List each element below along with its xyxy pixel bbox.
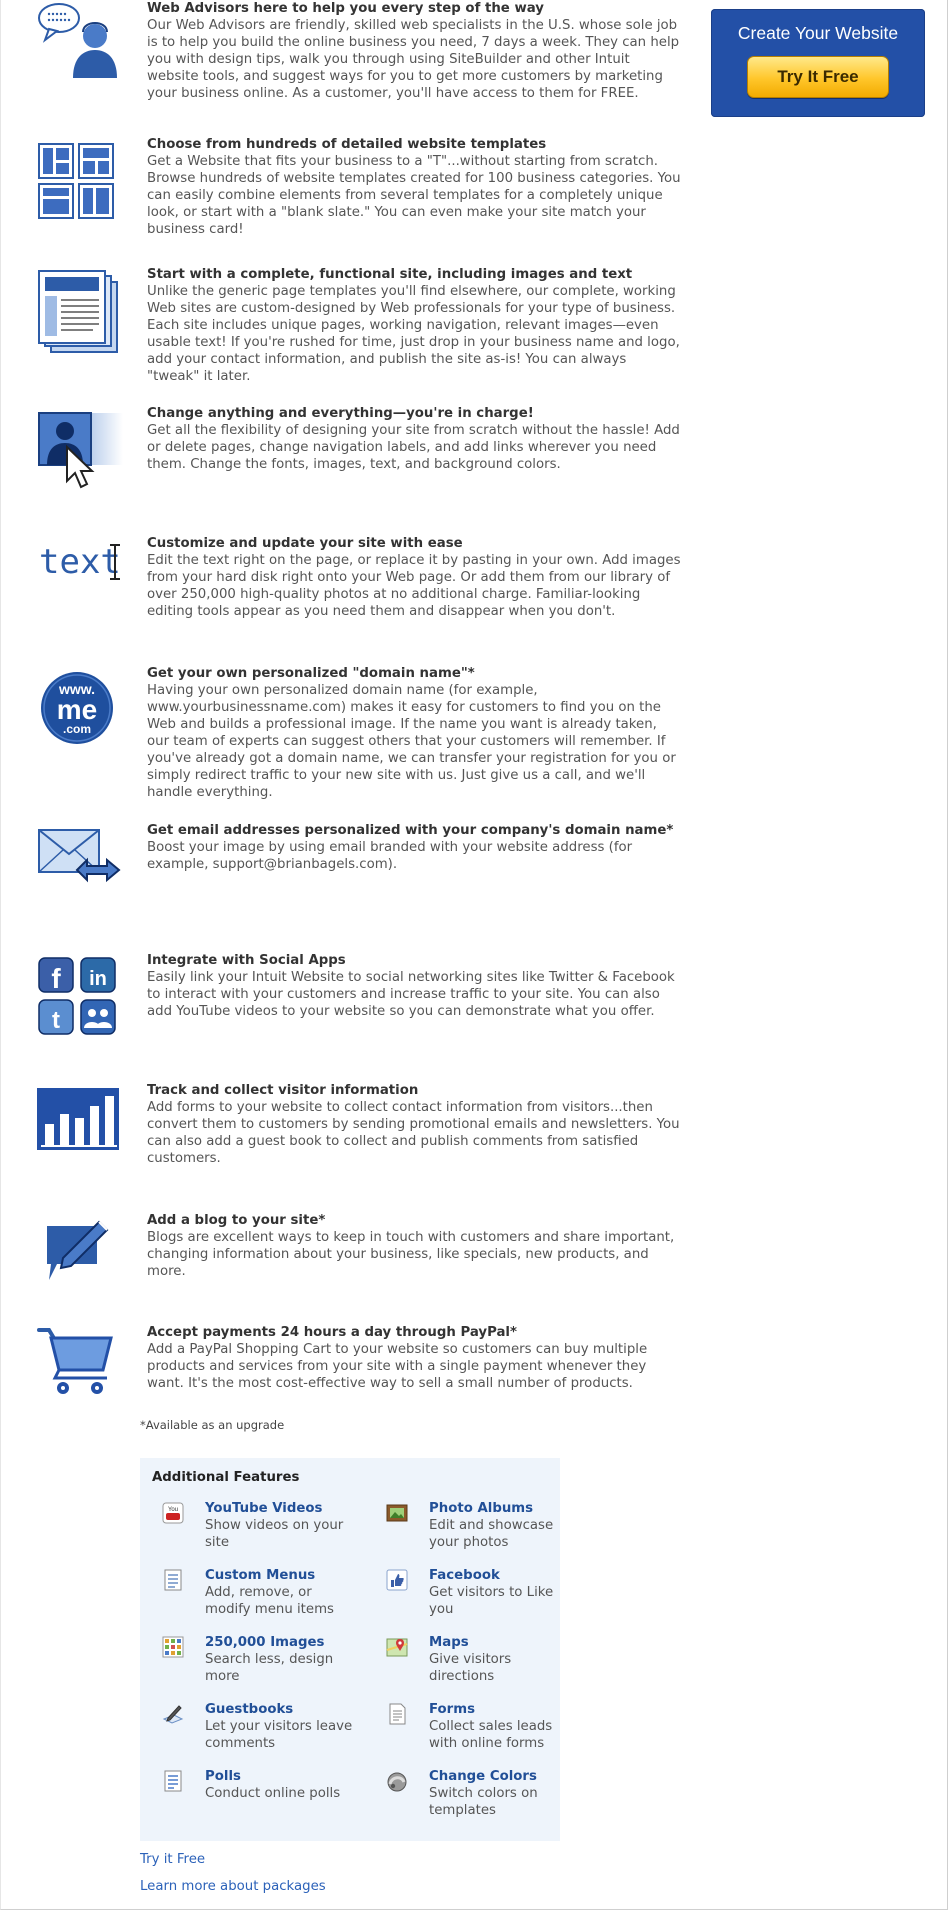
- learn-more-packages-link[interactable]: Learn more about packages: [140, 1879, 326, 1894]
- guestbook-pen-icon: [162, 1703, 184, 1725]
- feature-blog: [1, 1212, 701, 1302]
- addl-item-youtube[interactable]: [162, 1500, 352, 1560]
- feature-track-visitors: [1, 1082, 701, 1192]
- addl-item-title: Maps: [429, 1635, 469, 1650]
- addl-item-title: Polls: [205, 1769, 241, 1784]
- upgrade-footnote: *Available as an upgrade: [140, 1418, 285, 1432]
- map-icon: [386, 1636, 408, 1658]
- feature-body: Blogs are excellent ways to keep in touch with customers and share important, changing information about your business, like specials, new products, and more.: [147, 1230, 675, 1279]
- feature-title: Add a blog to your site*: [147, 1213, 326, 1228]
- pages-icon: [37, 270, 121, 354]
- feature-title: Get your own personalized "domain name"*: [147, 666, 475, 681]
- bar-chart-icon: [37, 1088, 121, 1172]
- additional-features-panel: [140, 1458, 560, 1841]
- feature-customize-update: [1, 535, 701, 655]
- feature-email: [1, 822, 701, 922]
- addl-item-desc: Show videos on your site: [205, 1518, 344, 1550]
- addl-item-desc: Switch colors on templates: [429, 1786, 538, 1818]
- form-icon: [386, 1703, 408, 1725]
- domain-icon-me: me: [56, 694, 98, 725]
- addl-item-title: 250,000 Images: [205, 1635, 325, 1650]
- text-edit-icon: [37, 535, 127, 619]
- social-apps-icon: [37, 956, 121, 1040]
- feature-title: Choose from hundreds of detailed website templates: [147, 137, 547, 152]
- addl-item-custom-menus[interactable]: [162, 1567, 352, 1627]
- addl-item-desc: Get visitors to Like you: [429, 1585, 554, 1617]
- addl-item-facebook[interactable]: [386, 1567, 576, 1627]
- addl-item-change-colors[interactable]: [386, 1768, 576, 1828]
- feature-social-apps: [1, 952, 701, 1062]
- feature-paypal: [1, 1324, 701, 1414]
- cta-title: Create Your Website: [737, 23, 899, 43]
- poll-icon: [162, 1770, 184, 1792]
- text-icon-word: text: [39, 542, 121, 582]
- feature-change-anything: [1, 405, 701, 515]
- addl-item-title: YouTube Videos: [205, 1501, 323, 1516]
- addl-item-maps[interactable]: [386, 1634, 576, 1694]
- blog-pen-icon: [37, 1216, 121, 1300]
- feature-body: Having your own personalized domain name (for example, www.yourbusinessname.com) makes it easy for customers to find you on the Web and builds a professional image. If the name you want is already taken, our team of experts can suggest others that your customers will remember. If you've already got a domain name, we can transfer your registration for you or simply redirect traffic to your new site with us. Just give us a call, and we'll handle everything.: [147, 683, 676, 800]
- customize-cursor-icon: [37, 411, 121, 495]
- svg-text:in: in: [89, 968, 107, 990]
- addl-item-title: Facebook: [429, 1568, 500, 1583]
- feature-title: Web Advisors here to help you every step of the way: [147, 1, 544, 16]
- shopping-cart-icon: [37, 1326, 121, 1410]
- feature-body: Boost your image by using email branded with your website address (for example, support@brianbagels.com).: [147, 840, 633, 872]
- try-it-free-link[interactable]: Try it Free: [140, 1852, 206, 1867]
- domain-icon-www: www.: [58, 681, 96, 697]
- feature-body: Add forms to your website to collect contact information from visitors...then convert them to customers by sending promotional emails and newsletters. You can also add a guest book to collect and publish comments from satisfied customers.: [147, 1100, 680, 1166]
- feature-web-advisors: [1, 0, 701, 110]
- domain-icon-com: .com: [62, 722, 92, 736]
- addl-item-forms[interactable]: [386, 1701, 576, 1761]
- addl-item-desc: Let your visitors leave comments: [205, 1719, 353, 1751]
- addl-item-guestbooks[interactable]: [162, 1701, 352, 1761]
- feature-body: Edit the text right on the page, or replace it by pasting in your own. Add images from your hard disk right onto your Web page. Or add them from our library of over 250,000 high-quality photos at no additional charge. Familiar-looking editing tools appear as you need them and disappear when you don't.: [147, 553, 681, 619]
- feature-body: Get all the flexibility of designing your site from scratch without the hassle! Add or delete pages, change navigation labels, and add links wherever you need them. Change the fonts, images, text, and background colors.: [147, 423, 680, 472]
- feature-title: Track and collect visitor information: [147, 1083, 419, 1098]
- templates-icon: [37, 142, 121, 226]
- addl-item-desc: Collect sales leads with online forms: [429, 1719, 553, 1751]
- svg-text:f: f: [51, 963, 61, 994]
- feature-body: Easily link your Intuit Website to social networking sites like Twitter & Facebook to interact with your customers and increase traffic to your site. You can also add YouTube videos to your website so you can demonstrate what you offer.: [147, 970, 675, 1019]
- try-it-free-button[interactable]: Try It Free: [747, 56, 889, 98]
- addl-item-title: Custom Menus: [205, 1568, 316, 1583]
- feature-domain-name: [1, 665, 701, 805]
- addl-item-desc: Add, remove, or modify menu items: [205, 1585, 334, 1617]
- addl-item-desc: Conduct online polls: [205, 1786, 341, 1801]
- menu-icon: [162, 1569, 184, 1591]
- addl-item-desc: Give visitors directions: [429, 1652, 512, 1684]
- addl-item-title: Change Colors: [429, 1769, 537, 1784]
- addl-item-desc: Search less, design more: [205, 1652, 334, 1684]
- domain-icon: [37, 669, 121, 753]
- additional-features-title: Additional Features: [152, 1470, 300, 1485]
- create-website-panel: [711, 9, 925, 117]
- feature-title: Accept payments 24 hours a day through PayPal*: [147, 1325, 517, 1340]
- svg-text:t: t: [52, 1007, 60, 1034]
- feature-body: Add a PayPal Shopping Cart to your website so customers can buy multiple products and services from your site with a single payment whenever they want. It's the most cost-effective way to sell a small number of products.: [147, 1342, 648, 1391]
- svg-text:You: You: [167, 1507, 179, 1513]
- addl-item-title: Guestbooks: [205, 1702, 294, 1717]
- addl-item-title: Forms: [429, 1702, 476, 1717]
- feature-templates: [1, 136, 701, 246]
- web-advisor-icon: [37, 2, 121, 86]
- addl-item-title: Photo Albums: [429, 1501, 534, 1516]
- photo-album-icon: [386, 1502, 408, 1524]
- addl-item-desc: Edit and showcase your photos: [429, 1518, 554, 1550]
- feature-body: Get a Website that fits your business to a "T"...without starting from scratch. Browse hundreds of website templates created for 100 business categories. You can easily combine elements from several templates for a completely unique look, or start with a "blank slate." You can even make your site match your business card!: [147, 154, 681, 237]
- paint-icon: [386, 1770, 408, 1792]
- feature-body: Our Web Advisors are friendly, skilled web specialists in the U.S. whose sole job is to help you build the online business you need, 7 days a week. They can help you with design tips, walk you through using SiteBuilder and other Intuit website tools, and suggest ways for you to get more customers by marketing your business online. As a customer, you'll have access to them for FREE.: [147, 18, 680, 101]
- youtube-icon: [162, 1502, 184, 1524]
- feature-title: Get email addresses personalized with your company's domain name*: [147, 823, 674, 838]
- feature-title: Customize and update your site with ease: [147, 536, 463, 551]
- feature-title: Change anything and everything—you're in charge!: [147, 406, 534, 421]
- feature-title: Integrate with Social Apps: [147, 953, 346, 968]
- facebook-like-icon: [386, 1569, 408, 1591]
- addl-item-photo-albums[interactable]: [386, 1500, 576, 1560]
- feature-complete-site: [1, 266, 701, 386]
- feature-title: Start with a complete, functional site, including images and text: [147, 267, 633, 282]
- feature-body: Unlike the generic page templates you'll find elsewhere, our complete, working Web sites are custom-designed by Web professionals for your type of business. Each site includes unique pages, working navigation, relevant images—even usable text! If you're rushed for time, just drop in your business name and logo, add your contact information, and publish the site as-is! You can always "tweak" it later.: [147, 284, 680, 384]
- email-icon: [37, 826, 121, 910]
- addl-item-images[interactable]: [162, 1634, 352, 1694]
- addl-item-polls[interactable]: [162, 1768, 352, 1828]
- images-grid-icon: [162, 1636, 184, 1658]
